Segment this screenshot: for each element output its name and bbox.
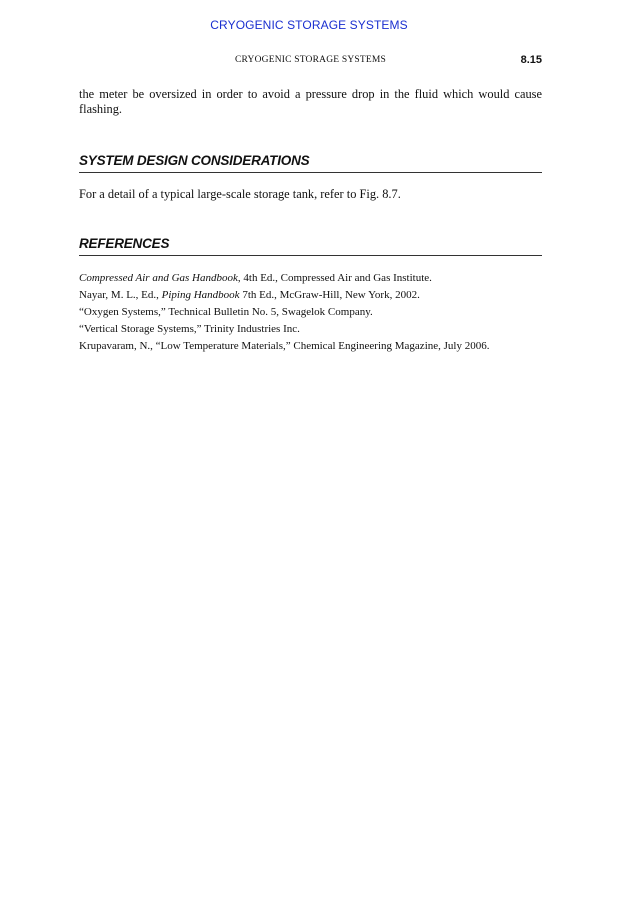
reference-item [79, 321, 542, 338]
reference-item [79, 270, 542, 287]
reference-item [79, 304, 542, 321]
reference-title: Piping Handbook [161, 289, 240, 301]
page-number: 8.15 [520, 54, 542, 66]
intro-paragraph: the meter be oversized in order to avoid a pressure drop in the fluid which would cause flashing. [79, 87, 542, 116]
running-header-title: CRYOGENIC STORAGE SYSTEMS [234, 55, 387, 65]
references-heading: REFERENCES [79, 236, 542, 256]
reference-pre: Nayar, M. L., Ed., [79, 289, 162, 301]
reference-post: 7th Ed., McGraw-Hill, New York, 2002. [239, 289, 420, 301]
reference-item [79, 338, 542, 355]
system-design-text: For a detail of a typical large-scale storage tank, refer to Fig. 8.7. [79, 187, 401, 201]
running-header [79, 55, 542, 69]
reference-pre: “Vertical Storage Systems,” Trinity Industries Inc. [79, 323, 300, 335]
top-banner-title: CRYOGENIC STORAGE SYSTEMS [210, 18, 408, 32]
reference-title: Compressed Air and Gas Handbook [79, 272, 238, 284]
reference-pre: “Oxygen Systems,” Technical Bulletin No. 5, Swagelok Company. [79, 306, 373, 318]
reference-pre: Krupavaram, N., “Low Temperature Materials,” Chemical Engineering Magazine, July 2006. [79, 340, 490, 352]
references-list [79, 270, 542, 355]
system-design-heading: SYSTEM DESIGN CONSIDERATIONS [79, 153, 542, 173]
reference-item [79, 287, 542, 304]
page-body [79, 87, 542, 355]
reference-post: , 4th Ed., Compressed Air and Gas Institute. [237, 272, 432, 284]
